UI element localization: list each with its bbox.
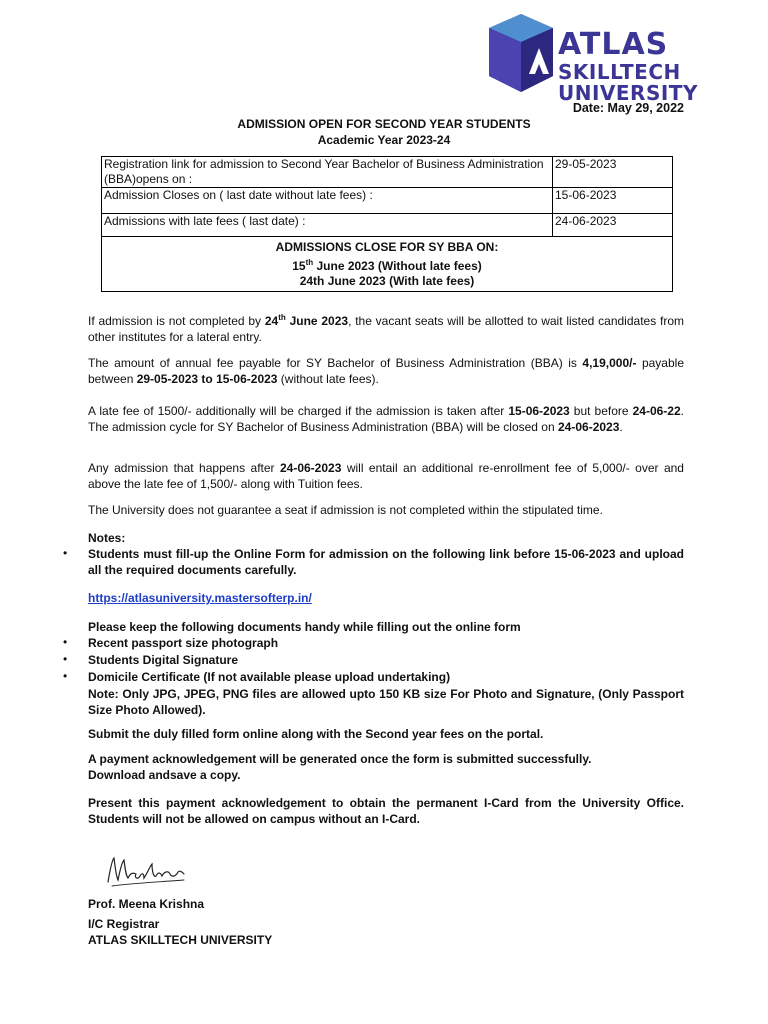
admission-dates-table (101, 156, 673, 292)
table-cell-date: 24-06-2023 (553, 214, 673, 237)
bullet: • (63, 546, 68, 560)
text: but before (569, 404, 633, 418)
file-format-note: Note: Only JPG, JPEG, PNG files are allowed upto 150 KB size For Photo and Signature, (Only Passport Size Photo Allowed). (88, 687, 684, 717)
table-cell-label: Admissions with late fees ( last date) : (102, 214, 553, 237)
text: (without late fees). (277, 372, 379, 386)
admission-close-summary (102, 237, 673, 292)
text: , the vacant seats will be allotted to wait listed candidates from other institutes for a lateral entry. (88, 314, 684, 344)
document-item: Students Digital Signature (88, 653, 239, 667)
text-bold: 24 (264, 314, 279, 328)
fee-date-range: 29-05-2023 to 15-06-2023 (136, 372, 278, 386)
bullet: • (63, 669, 68, 683)
text-sup: th (278, 313, 286, 322)
paragraph-re-enrollment (88, 460, 684, 492)
close-day-suffix: th (305, 258, 314, 267)
academic-year: Academic Year 2023-24 (317, 133, 451, 147)
signatory-organization: ATLAS SKILLTECH UNIVERSITY (88, 933, 273, 947)
paragraph-wait-list (88, 310, 684, 345)
paragraph-no-guarantee: The University does not guarantee a seat if admission is not completed within the stipulated time. (88, 503, 603, 517)
logo-wordmark (558, 27, 698, 105)
close-line-2-text: June 2023 (Without late fees) (313, 259, 482, 273)
bullet: • (63, 652, 68, 666)
acknowledgement-line-2: Download andsave a copy. (88, 768, 241, 782)
text: . (619, 420, 623, 434)
text: payable between (88, 356, 684, 386)
text-bold: June 2023 (285, 314, 349, 328)
logo-line-3: UNIVERSITY (558, 81, 698, 105)
signature-image (104, 852, 188, 892)
paragraph-fee-amount (88, 355, 684, 387)
table-cell-date: 15-06-2023 (553, 188, 673, 214)
acknowledgement-line-1: A payment acknowledgement will be generated once the form is submitted successfully. (88, 752, 592, 766)
registration-link-row (88, 590, 684, 606)
document-item: Domicile Certificate (If not available please upload undertaking) (88, 670, 451, 684)
table-row (102, 157, 673, 188)
text: will entail an additional re-enrollment fee of 5,000/- over and above the late fee of 1,500/- along with Tuition fees. (88, 461, 684, 491)
table-row (102, 237, 673, 292)
table-cell-label: Admission Closes on ( last date without late fees) : (102, 188, 553, 214)
registration-link[interactable]: https://atlasuniversity.mastersofterp.in/ (88, 591, 312, 605)
text-bold: 24-06-2023 (279, 461, 342, 475)
fee-amount: 4,19,000/- (582, 356, 637, 370)
close-line-2 (102, 255, 672, 274)
logo-line-2: SKILLTECH (558, 60, 681, 84)
document-title: ADMISSION OPEN FOR SECOND YEAR STUDENTS (237, 117, 531, 131)
text-bold: 24-06-22 (632, 404, 681, 418)
documents-intro: Please keep the following documents handy while filling out the online form (88, 620, 521, 634)
table-cell-label: Registration link for admission to Second Year Bachelor of Business Administration (BBA)opens on : (102, 157, 553, 188)
notes-item-online-form: Students must fill-up the Online Form for admission on the following link before 15-06-2023 and upload all the required documents carefully. (88, 547, 684, 577)
table-row (102, 188, 673, 214)
signatory-name: Prof. Meena Krishna (88, 897, 205, 911)
close-day: 15 (292, 259, 306, 273)
document-date: Date: May 29, 2022 (572, 101, 684, 115)
close-line-1: ADMISSIONS CLOSE FOR SY BBA ON: (275, 240, 499, 254)
submit-instruction: Submit the duly filled form online along with the Second year fees on the portal. (88, 727, 544, 741)
logo-line-1: ATLAS (558, 27, 669, 62)
notes-title: Notes: (88, 531, 126, 545)
signatory-title: I/C Registrar (88, 917, 160, 931)
bullet: • (63, 635, 68, 649)
paragraph-late-fee (88, 403, 684, 435)
table-row (102, 214, 673, 237)
text-bold: 15-06-2023 (508, 404, 570, 418)
table-cell-date: 29-05-2023 (553, 157, 673, 188)
text: Any admission that happens after (88, 461, 280, 475)
text: The amount of annual fee payable for SY Bachelor of Business Administration (BBA) is (88, 356, 583, 370)
icard-instruction: Present this payment acknowledgement to obtain the permanent I-Card from the University Office. Students will not be allowed on campus without an I-Card. (88, 796, 684, 826)
text-bold: 24-06-2023 (558, 420, 620, 434)
text: A late fee of 1500/- additionally will be charged if the admission is taken after (88, 404, 509, 418)
document-item: Recent passport size photograph (88, 636, 279, 650)
text: If admission is not completed by (88, 314, 265, 328)
close-line-3: 24th June 2023 (With late fees) (299, 274, 475, 288)
text: . The admission cycle for SY Bachelor of Business Administration (BBA) will be closed on (88, 404, 684, 434)
